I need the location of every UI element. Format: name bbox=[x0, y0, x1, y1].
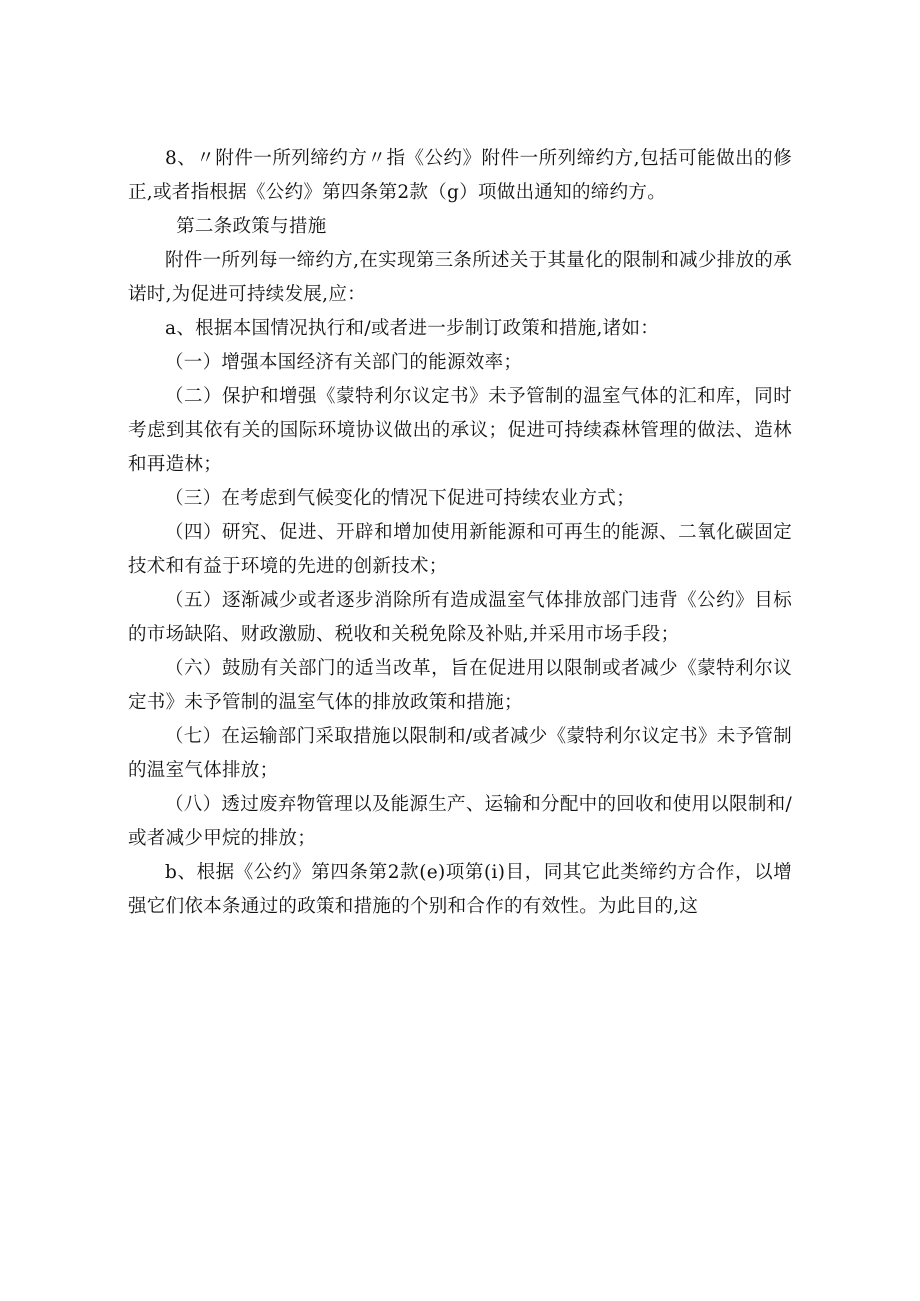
paragraph-item-b: b、根据《公约》第四条第2款(e)项第(i)目，同其它此类缔约方合作，以增强它们依本条通过的政策和措施的个别和合作的有效性。为此目的,这 bbox=[128, 862, 792, 917]
document-body bbox=[128, 142, 792, 924]
paragraph-subitem-4: （四）研究、促进、开辟和增加使用新能源和可再生的能源、二氧化碳固定技术和有益于环境的先进的创新技术； bbox=[128, 522, 792, 577]
article-2-heading: 第二条政策与措施 bbox=[176, 216, 327, 237]
paragraph-subitem-7: （七）在运输部门采取措施以限制和/或者减少《蒙特利尔议定书》未予管制的温室气体排放； bbox=[128, 726, 792, 781]
paragraph-article-2-intro: 附件一所列每一缔约方,在实现第三条所述关于其量化的限制和减少排放的承诺时,为促进可持续发展,应： bbox=[128, 250, 792, 305]
paragraph-item-a: a、根据本国情况执行和/或者进一步制订政策和措施,诸如： bbox=[165, 318, 660, 339]
paragraph-subitem-8: （八）透过废弃物管理以及能源生产、运输和分配中的回收和使用以限制和/或者减少甲烷的排放； bbox=[128, 794, 792, 849]
paragraph-definition-8: 8、〃附件一所列缔约方〃指《公约》附件一所列缔约方,包括可能做出的修正,或者指根据《公约》第四条第2款（g）项做出通知的缔约方。 bbox=[128, 148, 792, 203]
paragraph-subitem-6: （六）鼓励有关部门的适当改革，旨在促进用以限制或者减少《蒙特利尔议定书》未予管制的温室气体的排放政策和措施； bbox=[128, 658, 792, 713]
paragraph-subitem-1: （一）增强本国经济有关部门的能源效率； bbox=[165, 352, 523, 373]
paragraph-subitem-5: （五）逐渐减少或者逐步消除所有造成温室气体排放部门违背《公约》目标的市场缺陷、财政激励、税收和关税免除及补贴,并采用市场手段； bbox=[128, 590, 792, 645]
paragraph-subitem-3: （三）在考虑到气候变化的情况下促进可持续农业方式； bbox=[165, 488, 636, 509]
paragraph-subitem-2: （二）保护和增强《蒙特利尔议定书》未予管制的温室气体的汇和库，同时考虑到其依有关的国际环境协议做出的承议；促进可持续森林管理的做法、造林和再造林； bbox=[128, 386, 792, 475]
